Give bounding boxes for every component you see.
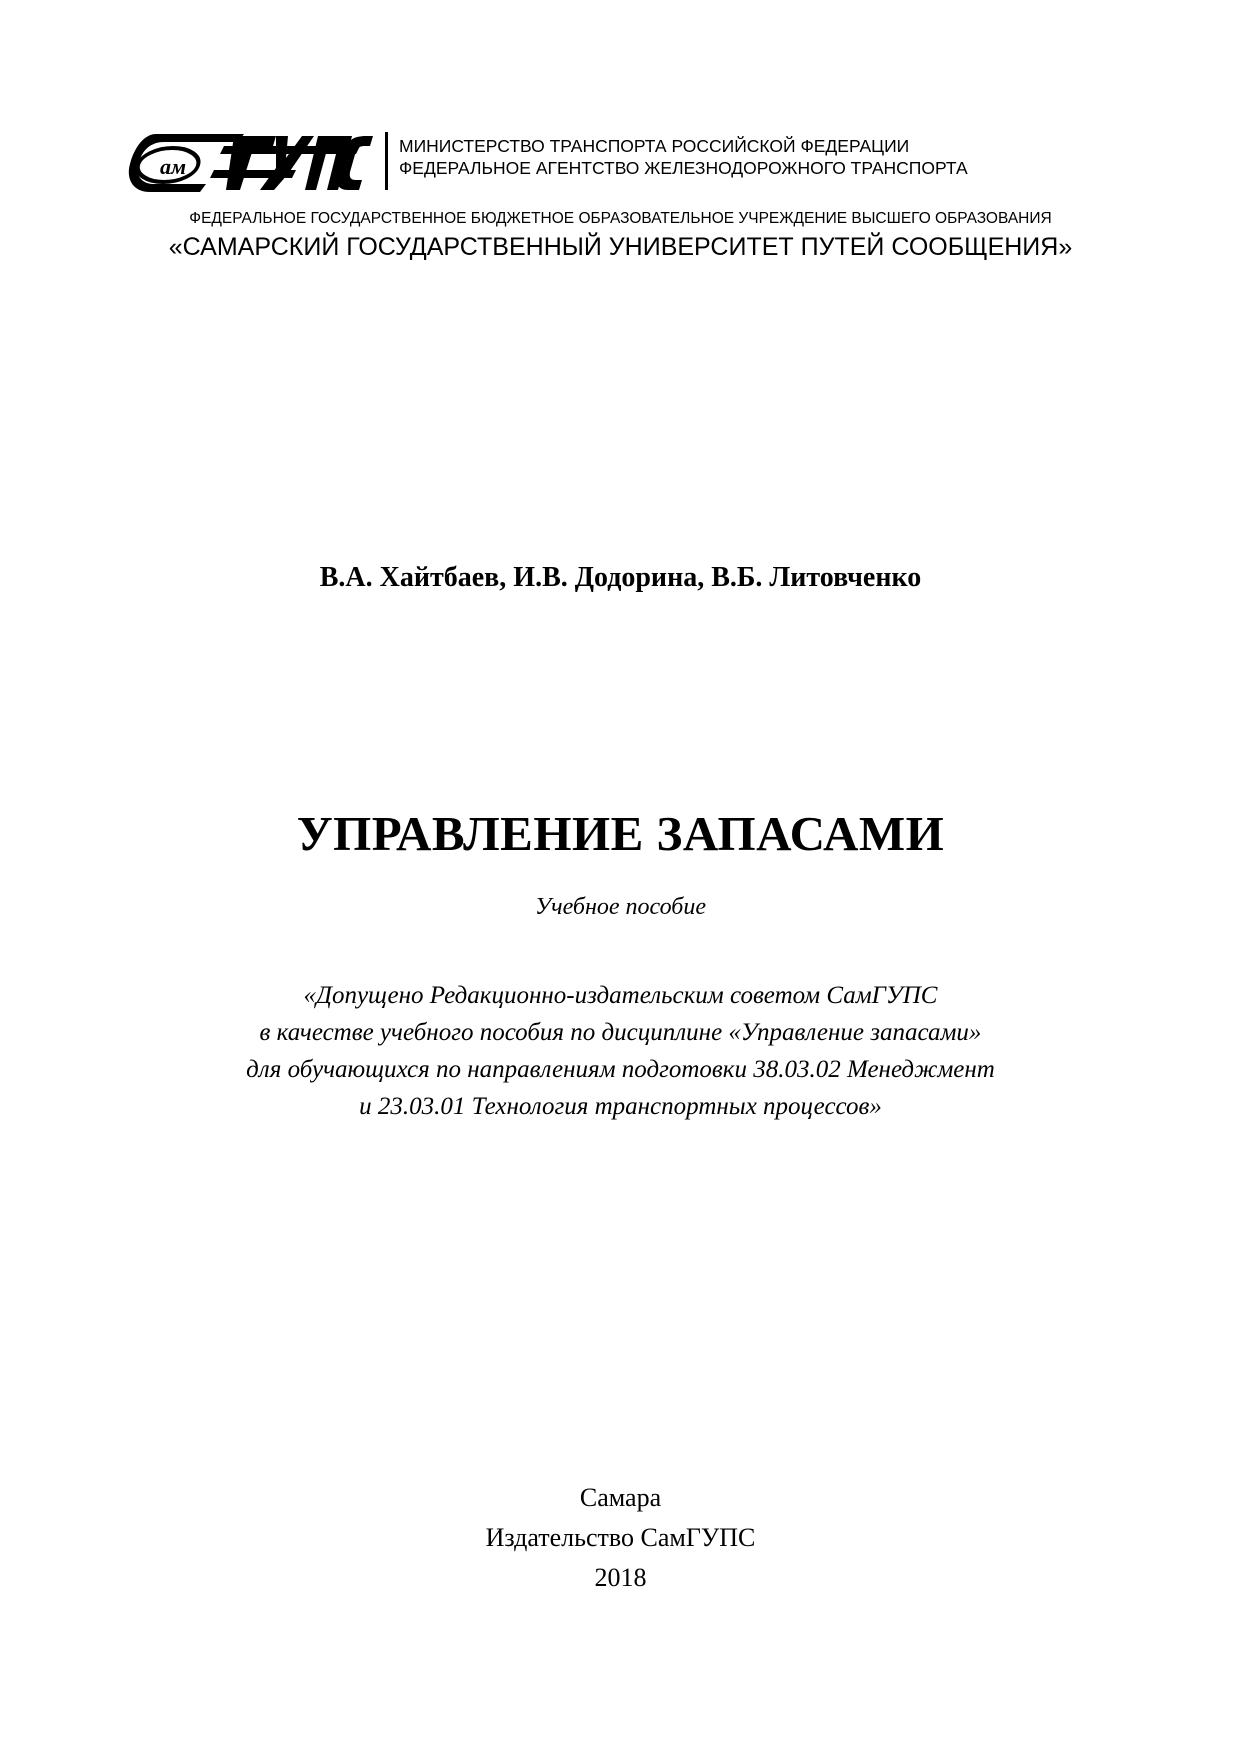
header (128, 128, 1088, 198)
approval-line: для обучающихся по направлениям подготовки 38.03.02 Менеджмент (246, 1056, 995, 1083)
institution-type: ФЕДЕРАЛЬНОЕ ГОСУДАРСТВЕННОЕ БЮДЖЕТНОЕ ОБРАЗОВАТЕЛЬНОЕ УЧРЕЖДЕНИЕ ВЫСШЕГО ОБРАЗОВАНИЯ (189, 210, 1052, 227)
approval-line: «Допущено Редакционно-издательским советом СамГУПС (303, 982, 938, 1009)
approval-line: и 23.03.01 Технология транспортных процессов» (359, 1093, 882, 1120)
approval-statement (0, 977, 1241, 1125)
header-divider (385, 132, 388, 190)
samgups-logo (128, 128, 373, 194)
document-subtitle: Учебное пособие (534, 894, 707, 920)
ministry-line-2: ФЕДЕРАЛЬНОЕ АГЕНТСТВО ЖЕЛЕЗНОДОРОЖНОГО ТРАНСПОРТА (399, 158, 968, 178)
svg-text:ам: ам (160, 154, 187, 179)
institution-name: «САМАРСКИЙ ГОСУДАРСТВЕННЫЙ УНИВЕРСИТЕТ ПУТЕЙ СООБЩЕНИЯ» (168, 233, 1073, 261)
imprint (0, 1478, 1241, 1598)
imprint-city: Самара (579, 1483, 662, 1512)
ministry-block (399, 135, 968, 179)
ministry-line-1: МИНИСТЕРСТВО ТРАНСПОРТА РОССИЙСКОЙ ФЕДЕРАЦИИ (399, 136, 910, 156)
imprint-year: 2018 (594, 1563, 647, 1592)
approval-line: в качестве учебного пособия по дисциплине «Управление запасами» (259, 1019, 982, 1046)
imprint-publisher: Издательство СамГУПС (485, 1523, 756, 1552)
document-title: УПРАВЛЕНИЕ ЗАПАСАМИ (296, 806, 945, 861)
authors: В.А. Хайтбаев, И.В. Додорина, В.Б. Литовченко (319, 562, 922, 593)
